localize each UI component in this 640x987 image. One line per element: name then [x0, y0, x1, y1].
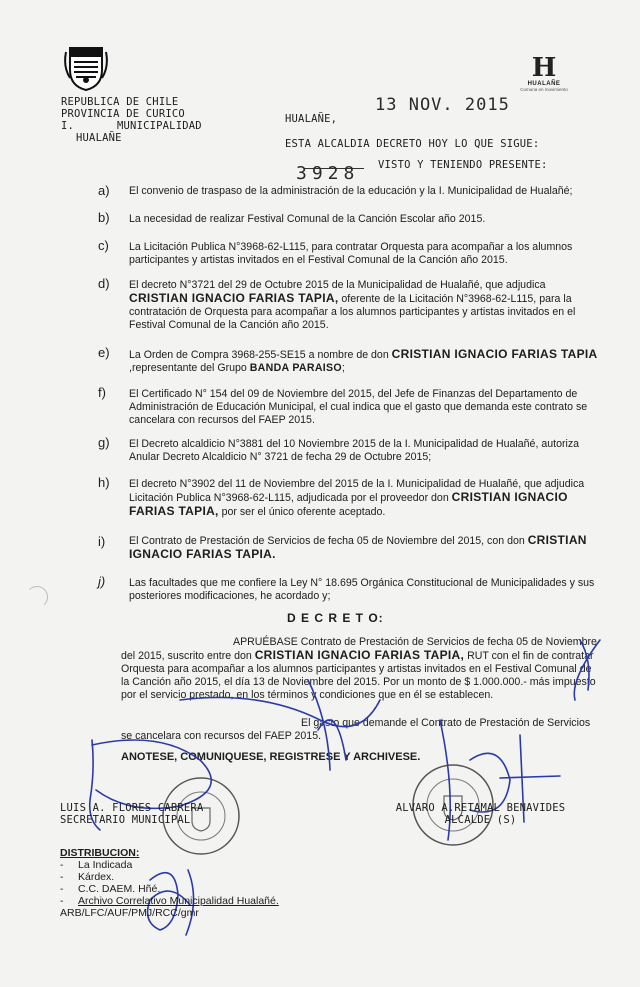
distribution-block — [60, 847, 279, 919]
alcaldia-line: ESTA ALCALDIA DECRETO HOY LO QUE SIGUE: — [285, 138, 540, 150]
item-text: El Decreto alcaldicio N°3881 del 10 Noviembre 2015 de la I. Municipalidad de Hualañé, autoriza Anular Decreto Alcaldicio N° 3721 de fecha 29 de Octubre 2015; — [129, 438, 580, 463]
item-text: La Licitación Publica N°3968-62-L115, para contratar Orquesta para acompañar a los alumnos participantes y artistas invitados en el Festival Comunal de la Canción año 2015. — [129, 241, 573, 266]
header-place: HUALAÑE, — [285, 113, 338, 125]
item-letter: e) — [98, 345, 110, 360]
mayor-name: ALVARO A.RETAMAL BENAVIDES — [395, 802, 566, 814]
item-letter: c) — [98, 238, 109, 253]
item-letter: f) — [98, 385, 106, 400]
decreto-title: D E C R E T O: — [287, 611, 384, 625]
item-text: El Certificado N° 154 del 09 de Noviembre del 2015, del Jefe de Finanzas del Departamento de Administración de Educación Municipal, el cual indica que el gasto que demanda este contrato se cancelara con recursos del FAEP 2015. — [129, 388, 588, 426]
punch-hole-mark — [26, 586, 48, 608]
item-band-bold: BANDA PARAISO — [249, 362, 342, 374]
header-muni: MUNICIPALIDAD — [117, 120, 202, 132]
item-text — [129, 348, 599, 375]
logo-tagline: Comuna en movimiento — [520, 87, 568, 92]
item-text — [129, 534, 599, 562]
item-letter: d) — [98, 276, 110, 291]
resolution-text-pre: APRUÉBASE Contrato de Prestación de Servicios de fecha 05 de Noviembre del 2015, suscrito entre don — [121, 636, 597, 662]
item-text-post: por ser el único oferente aceptado. — [218, 506, 386, 518]
header-republic: REPUBLICA DE CHILE — [61, 96, 179, 108]
secretary-name: LUIS A. FLORES CABRERA — [60, 802, 204, 814]
item-text-post: ; — [341, 362, 345, 374]
item-name-bold: CRISTIAN IGNACIO FARIAS TAPIA. — [129, 533, 587, 561]
distribution-item: - C.C. DAEM. Hñé. — [78, 883, 279, 895]
resolution-gasto: El gasto que demande el Contrato de Prestación de Servicios se cancelara con recursos del FAEP 2015. — [121, 717, 591, 742]
item-text: Las facultades que me confiere la Ley N° 18.695 Orgánica Constitucional de Municipalidades y sus posteriores modificaciones, he acordado y; — [129, 577, 595, 602]
date-stamp: 13 NOV. 2015 — [375, 95, 510, 115]
item-letter: b) — [98, 210, 110, 225]
mayor-title: ALCALDE (S) — [444, 814, 517, 826]
coat-of-arms-logo — [64, 42, 108, 92]
item-text-post: oferente de la Licitación N°3968-62-L115, para la contratación de Orquesta para acompañar a los alumnos participantes y artistas invitados en el Festival Comunal de la Canción año 2015. — [129, 293, 576, 331]
resolution-name-bold: CRISTIAN IGNACIO FARIAS TAPIA, — [254, 648, 465, 662]
item-letter: h) — [98, 475, 110, 490]
mayor-signature-block — [393, 802, 568, 826]
item-letter: j) — [98, 574, 106, 589]
item-name-bold: CRISTIAN IGNACIO FARIAS TAPIA — [391, 347, 598, 361]
item-text-mid: ,representante del Grupo — [129, 362, 250, 374]
item-text-pre: El Contrato de Prestación de Servicios de fecha 05 de Noviembre del 2015, con don — [129, 535, 528, 547]
closing-line: ANOTESE, COMUNIQUESE, REGISTRESE Y ARCHIVESE. — [121, 751, 421, 763]
resolution-text-post: RUT con el fin de contratar Orquesta para acompañar a los alumnos participantes y artistas invitados en el Festival Comunal de la Canción año 2015, el día 13 de Noviembre del 2015. Por un monto de $ 1.000.000.- más impuesto por el servicio prestado, en los términos y condiciones que en él se establecen. — [121, 650, 596, 701]
distribution-item: - La Indicada — [78, 859, 279, 871]
item-letter: a) — [98, 183, 110, 198]
item-text-pre: El decreto N°3721 del 29 de Octubre 2015 de la Municipalidad de Hualañé, que adjudica — [129, 279, 546, 291]
logo-name: HUALAÑE — [527, 81, 561, 87]
item-letter: g) — [98, 435, 110, 450]
visto-line: VISTO Y TENIENDO PRESENTE: — [378, 159, 548, 171]
item-text — [129, 478, 599, 519]
secretary-title: SECRETARIO MUNICIPAL — [60, 814, 191, 826]
decree-number: 3928 — [296, 163, 360, 184]
item-letter: i) — [98, 534, 106, 549]
item-text-pre: La Orden de Compra 3968-255-SE15 a nombre de don — [129, 349, 392, 361]
distribution-title: DISTRIBUCION: — [60, 847, 140, 859]
item-text-pre: El decreto N°3902 del 11 de Noviembre del 2015 de la I. Municipalidad de Hualañé, que adjudica Licitación Publica N°3968-62-L115, adjudicada por el proveedor don — [129, 478, 585, 504]
item-text — [129, 279, 599, 332]
distribution-item: - Archivo Correlativo Municipalidad Hualañé. — [78, 895, 279, 907]
item-text: La necesidad de realizar Festival Comunal de la Canción Escolar año 2015. — [129, 213, 486, 225]
resolution-paragraph — [121, 636, 601, 702]
header-province: PROVINCIA DE CURICO — [61, 108, 185, 120]
distribution-item: - Kárdex. — [78, 871, 279, 883]
header-city: HUALAÑE — [76, 132, 122, 144]
initials-line: ARB/LFC/AUF/PMJ/RCC/gmr — [60, 907, 199, 919]
item-text: El convenio de traspaso de la administración de la educación y la I. Municipalidad de Hualañé; — [129, 185, 573, 197]
item-name-bold: CRISTIAN IGNACIO FARIAS TAPIA, — [129, 490, 568, 518]
logo-mark: H — [531, 53, 557, 83]
item-name-bold: CRISTIAN IGNACIO FARIAS TAPIA, — [129, 291, 339, 305]
secretary-signature-block — [60, 802, 203, 826]
header-muni-prefix: I. — [61, 120, 75, 132]
hualane-logo — [520, 55, 568, 99]
